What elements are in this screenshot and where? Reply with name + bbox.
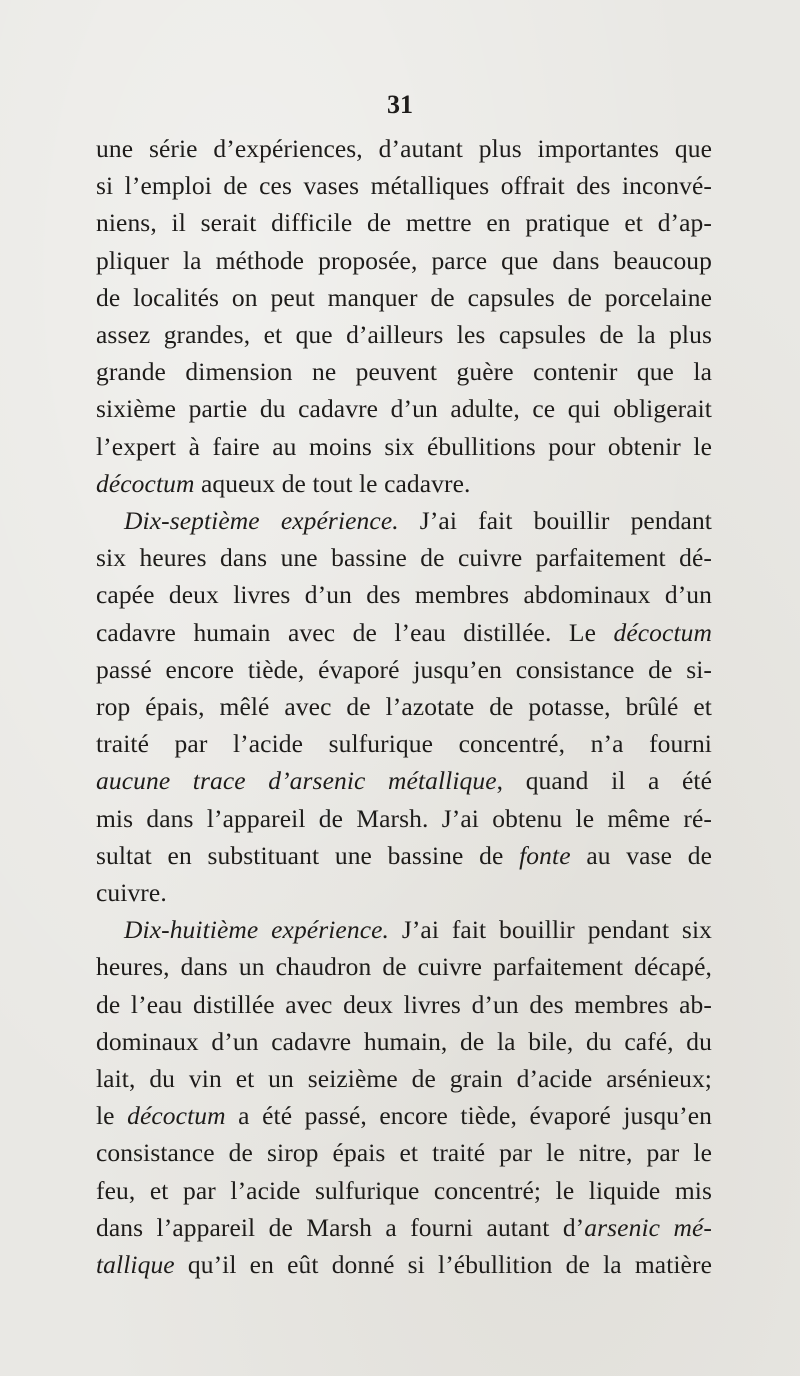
text-segment: J’ai fait bouillir pendant six (389, 915, 712, 945)
text-segment: niens, il serait difficile de mettre en pratique et d’ap- (96, 208, 712, 238)
text-segment: sixième partie du cadavre d’un adulte, ce qui obligerait (96, 394, 712, 424)
text-line (96, 244, 712, 278)
text-line (96, 281, 712, 315)
text-line (96, 355, 712, 389)
italic-text: tallique (96, 1250, 175, 1279)
text-segment: aqueux de tout le cadavre. (194, 468, 471, 498)
text-line (96, 653, 712, 687)
text-segment: pliquer la méthode proposée, parce que dans beaucoup (96, 245, 712, 275)
text-line (96, 206, 712, 240)
text-segment: feu, et par l’acide sulfurique concentré; le liquide mis (96, 1175, 712, 1205)
text-segment: lait, du vin et un seizième de grain d’acide arsénieux; (96, 1064, 712, 1093)
italic-text: arsenic mé- (584, 1212, 712, 1242)
text-line (96, 1062, 712, 1096)
text-segment: cadavre humain avec de l’eau distillée. Le (96, 617, 614, 647)
text-segment: cuivre. (96, 878, 167, 907)
text-segment: mis dans l’appareil de Marsh. J’ai obtenu le même ré- (96, 803, 712, 833)
text-segment: assez grandes, et que d’ailleurs les capsules de la plus (96, 320, 712, 349)
text-segment: de localités on peut manquer de capsules de porcelaine (96, 282, 712, 312)
text-line (96, 616, 712, 650)
text-line (96, 950, 712, 984)
text-segment: sultat en substituant une bassine de (96, 840, 520, 870)
text-segment: dominaux d’un cadavre humain, de la bile, du café, du (96, 1026, 712, 1056)
text-line (96, 430, 712, 464)
text-line (96, 690, 712, 724)
text-line (96, 764, 712, 798)
italic-text: décoctum (96, 468, 195, 498)
text-segment: traité par l’acide sulfurique concentré, n’a fourni (96, 729, 712, 759)
page-number: 31 (387, 90, 413, 119)
text-line (96, 1099, 712, 1133)
italic-text: décoctum (613, 617, 712, 647)
text-segment: a été passé, encore tiède, évaporé jusqu’en (225, 1101, 712, 1131)
text-line (96, 541, 712, 575)
text-line (96, 132, 712, 166)
italic-text: Dix-huitième expérience. (124, 915, 390, 945)
italic-text: fonte (519, 840, 571, 870)
text-segment: le (96, 1101, 128, 1131)
body-text (96, 132, 712, 1292)
text-line (96, 727, 712, 761)
text-segment: rop épais, mêlé avec de l’azotate de potasse, brûlé et (96, 692, 712, 721)
text-segment: qu’il en eût donné si l’ébullition de la matière (174, 1250, 712, 1279)
text-line (96, 802, 712, 836)
text-segment: grande dimension ne peuvent guère contenir que la (96, 357, 712, 387)
text-line (96, 1136, 712, 1170)
text-line (96, 467, 712, 501)
text-segment: six heures dans une bassine de cuivre parfaitement dé- (96, 543, 712, 573)
text-segment: passé encore tiède, évaporé jusqu’en consistance de si- (96, 654, 712, 684)
text-line (96, 876, 712, 910)
text-segment: si l’emploi de ces vases métalliques offrait des inconvé- (96, 171, 712, 201)
text-segment: l’expert à faire au moins six ébullitions pour obtenir le (96, 431, 712, 461)
text-line (96, 988, 712, 1022)
italic-text: décoctum (127, 1101, 226, 1131)
italic-text: Dix-septième expérience. (124, 506, 399, 535)
text-segment: de l’eau distillée avec deux livres d’un des membres ab- (96, 989, 712, 1019)
text-segment: consistance de sirop épais et traité par le nitre, par le (96, 1138, 712, 1168)
text-line (96, 169, 712, 203)
text-line (96, 1248, 712, 1282)
text-line (124, 504, 712, 538)
text-line (96, 839, 712, 873)
text-segment: au vase de (570, 840, 712, 870)
text-line (96, 318, 712, 352)
text-line (96, 392, 712, 426)
text-line (96, 1174, 712, 1208)
text-line (96, 1025, 712, 1059)
text-segment: une série d’expériences, d’autant plus importantes que (96, 134, 712, 163)
text-segment: heures, dans un chaudron de cuivre parfaitement décapé, (96, 952, 712, 982)
text-line (124, 913, 712, 947)
text-line (96, 1211, 712, 1245)
text-segment: J’ai fait bouillir pendant (398, 506, 712, 535)
text-line (96, 578, 712, 612)
text-segment: , quand il a été (496, 766, 712, 796)
text-segment: capée deux livres d’un des membres abdominaux d’un (96, 580, 712, 610)
text-segment: dans l’appareil de Marsh a fourni autant d’ (96, 1212, 585, 1242)
italic-text: aucune trace d’arsenic métallique (96, 766, 497, 796)
